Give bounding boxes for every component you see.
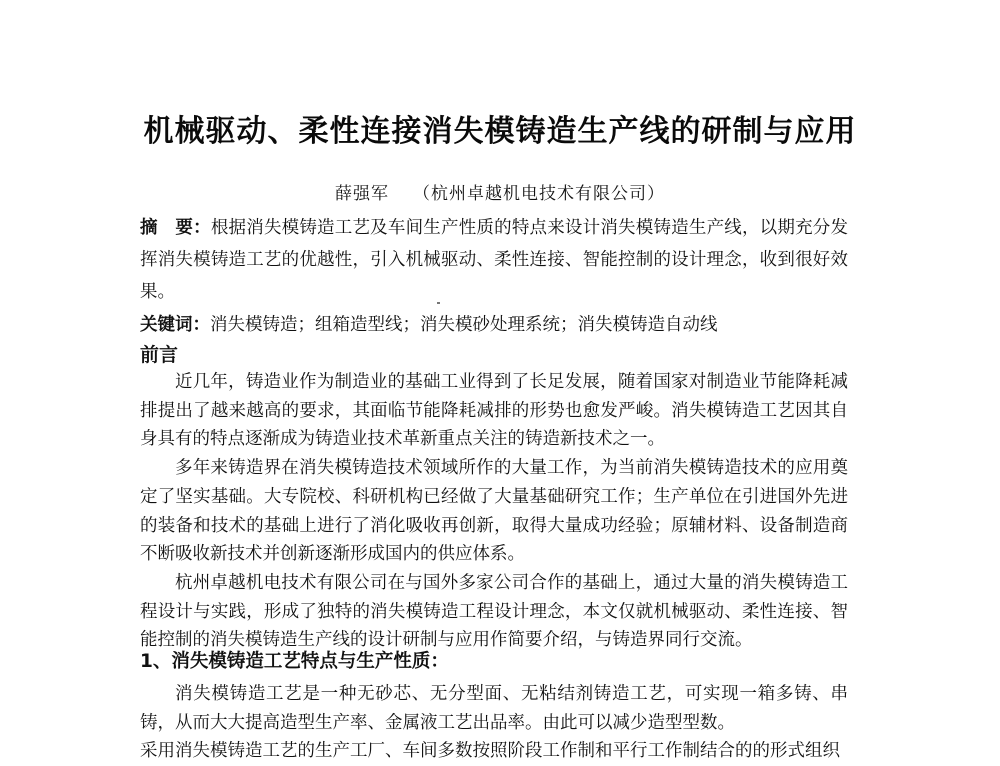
keywords-label: 关键词：	[140, 315, 210, 335]
section-heading-1: 1、消失模铸造工艺特点与生产性质：	[140, 651, 449, 672]
paragraph: 杭州卓越机电技术有限公司在与国外多家公司合作的基础上，通过大量的消失模铸造工程设计与实践，形成了独特的消失模铸造工程设计理念，本文仅就机械驱动、柔性连接、智能控制的消失模铸造生产线的设计研制与应用作简要介绍，与铸造界同行交流。	[140, 572, 848, 651]
paragraph: 消失模铸造工艺是一种无砂芯、无分型面、无粘结剂铸造工艺，可实现一箱多铸、串铸，从而大大提高造型生产率、金属液工艺出品率。由此可以减少造型型数。	[140, 684, 848, 733]
preface-body	[140, 368, 848, 655]
paragraph: 多年来铸造界在消失模铸造技术领域所作的大量工作，为当前消失模铸造技术的应用奠定了坚实基础。大专院校、科研机构已经做了大量基础研究工作；生产单位在引进国外先进的装备和技术的基础上进行了消化吸收再创新，取得大量成功经验；原辅材料、设备制造商不断吸收新技术并创新逐渐形成国内的供应体系。	[140, 458, 848, 565]
section-heading-preface: 前言	[140, 344, 179, 366]
author-name: 薛强军	[335, 184, 389, 204]
abstract-label: 摘 要：	[140, 218, 211, 238]
author-affiliation: （杭州卓越机电技术有限公司）	[413, 184, 665, 204]
author-line	[0, 179, 1000, 204]
keywords	[140, 313, 848, 337]
section-1-body	[140, 680, 848, 766]
abstract-text: 根据消失模铸造工艺及车间生产性质的特点来设计消失模铸造生产线，以期充分发挥消失模铸造工艺的优越性，引入机械驱动、柔性连接、智能控制的设计理念，收到很好效果。	[140, 218, 849, 302]
scan-artifact	[437, 302, 440, 304]
abstract	[140, 212, 848, 308]
keywords-text: 消失模铸造；组箱造型线；消失模砂处理系统；消失模铸造自动线	[210, 315, 718, 335]
paragraph: 近几年，铸造业作为制造业的基础工业得到了长足发展，随着国家对制造业节能降耗减排提出了越来越高的要求，其面临节能降耗减排的形势也愈发严峻。消失模铸造工艺因其自身具有的特点逐渐成为铸造业技术革新重点关注的铸造新技术之一。	[140, 372, 848, 450]
paper-title: 机械驱动、柔性连接消失模铸造生产线的研制与应用	[143, 114, 857, 149]
paragraph: 采用消失模铸造工艺的生产工厂、车间多数按照阶段工作制和平行工作制结合的的形式组织	[140, 741, 840, 761]
